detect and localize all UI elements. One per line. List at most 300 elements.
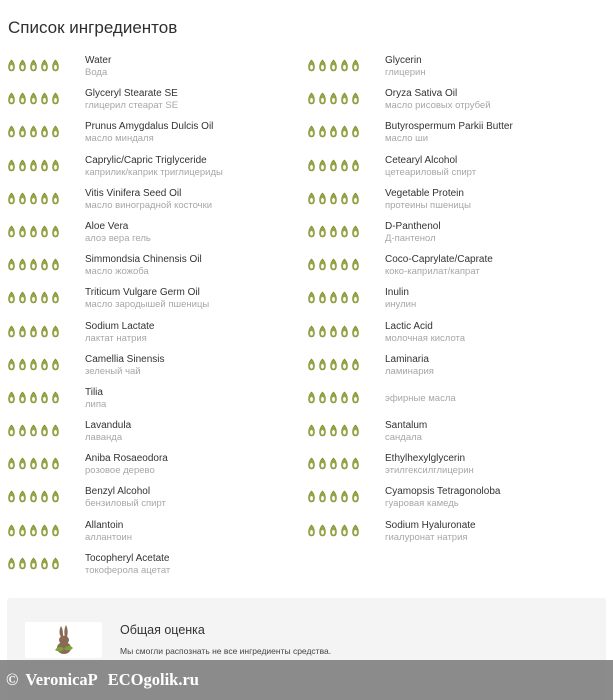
leaf-icon xyxy=(51,92,60,105)
ingredient-name-en[interactable]: Inulin xyxy=(385,287,409,299)
ingredient-name-ru: ламинария xyxy=(385,365,434,377)
ingredient-name-ru: лаванда xyxy=(85,432,123,444)
ingredient-names xyxy=(385,354,434,377)
leaf-icon xyxy=(7,291,16,304)
leaf-icon xyxy=(40,159,49,172)
ingredient-row[interactable] xyxy=(0,252,300,285)
ingredient-names xyxy=(85,520,132,543)
ingredient-name-ru: цетеариловый спирт xyxy=(385,166,477,178)
leaf-icon xyxy=(318,424,327,437)
leaf-icon xyxy=(340,125,349,138)
ingredient-name-en[interactable]: Cyamopsis Tetragonoloba xyxy=(385,486,501,498)
safety-rating xyxy=(7,457,60,470)
leaf-icon xyxy=(7,424,16,437)
ingredient-row[interactable] xyxy=(300,119,600,152)
leaf-icon xyxy=(340,92,349,105)
leaf-icon xyxy=(29,557,38,570)
leaf-icon xyxy=(351,391,360,404)
leaf-icon xyxy=(329,59,338,72)
safety-rating xyxy=(7,59,60,72)
leaf-icon xyxy=(351,258,360,271)
leaf-icon xyxy=(351,424,360,437)
leaf-icon xyxy=(340,59,349,72)
leaf-icon xyxy=(29,391,38,404)
leaf-icon xyxy=(7,258,16,271)
leaf-icon xyxy=(51,457,60,470)
leaf-icon xyxy=(51,258,60,271)
leaf-icon xyxy=(7,125,16,138)
leaf-icon xyxy=(29,291,38,304)
ingredient-name-en[interactable]: Vitis Vinifera Seed Oil xyxy=(85,187,182,199)
leaf-icon xyxy=(51,192,60,205)
watermark-site: ECOgolik.ru xyxy=(107,670,199,689)
leaf-icon xyxy=(340,291,349,304)
leaf-icon xyxy=(7,325,16,338)
ingredient-name-en[interactable]: Laminaria xyxy=(385,353,429,365)
ingredient-name-en[interactable]: Lavandula xyxy=(85,420,132,432)
leaf-icon xyxy=(7,59,16,72)
ingredient-row[interactable] xyxy=(0,518,300,551)
leaf-icon xyxy=(29,92,38,105)
leaf-icon xyxy=(18,524,27,537)
leaf-icon xyxy=(329,358,338,371)
leaf-icon xyxy=(18,457,27,470)
ingredient-names xyxy=(385,387,456,404)
leaf-icon xyxy=(351,192,360,205)
ingredient-row[interactable] xyxy=(300,153,600,186)
safety-rating xyxy=(307,192,360,205)
leaf-icon xyxy=(29,225,38,238)
ingredient-names xyxy=(385,55,426,78)
leaf-icon xyxy=(40,258,49,271)
safety-rating xyxy=(307,391,360,404)
leaf-icon xyxy=(340,358,349,371)
leaf-icon xyxy=(40,457,49,470)
ingredient-row[interactable] xyxy=(300,252,600,285)
safety-rating xyxy=(307,59,360,72)
safety-rating xyxy=(7,159,60,172)
ingredient-names xyxy=(385,188,471,211)
summary-text: Мы смогли распознать не все ингредиенты средства. xyxy=(120,646,332,656)
ingredient-name-en[interactable]: Benzyl Alcohol xyxy=(85,486,151,498)
ingredient-row[interactable] xyxy=(0,86,300,119)
leaf-icon xyxy=(18,291,27,304)
leaf-icon xyxy=(18,258,27,271)
ingredient-name-ru: Вода xyxy=(85,67,108,78)
ingredient-names xyxy=(85,121,213,144)
leaf-icon xyxy=(351,125,360,138)
safety-rating xyxy=(7,291,60,304)
leaf-icon xyxy=(329,92,338,105)
leaf-icon xyxy=(318,59,327,72)
safety-rating xyxy=(307,424,360,437)
safety-rating xyxy=(7,192,60,205)
leaf-icon xyxy=(351,159,360,172)
ingredient-name-ru: лактат натрия xyxy=(85,332,147,344)
leaf-icon xyxy=(351,325,360,338)
leaf-icon xyxy=(307,457,316,470)
ingredient-row[interactable] xyxy=(0,153,300,186)
ingredient-names xyxy=(85,420,131,443)
ingredient-row[interactable] xyxy=(0,186,300,219)
leaf-icon xyxy=(7,524,16,537)
leaf-icon xyxy=(40,92,49,105)
leaf-icon xyxy=(51,291,60,304)
ingredient-name-en[interactable]: Sodium Hyaluronate xyxy=(385,519,476,531)
ingredient-row[interactable] xyxy=(0,551,300,584)
ingredient-column-right xyxy=(300,53,600,551)
ingredient-name-ru: бензиловый спирт xyxy=(85,498,166,510)
leaf-icon xyxy=(7,557,16,570)
leaf-icon xyxy=(29,159,38,172)
leaf-icon xyxy=(351,225,360,238)
leaf-icon xyxy=(29,325,38,338)
ingredient-name-en[interactable]: Allantoin xyxy=(85,519,124,531)
ingredient-row[interactable] xyxy=(300,418,600,451)
ingredient-name-ru: инулин xyxy=(385,299,417,311)
ingredient-name-en[interactable]: Santalum xyxy=(385,420,428,432)
ingredient-row[interactable] xyxy=(300,86,600,119)
ingredient-names xyxy=(385,287,416,310)
safety-rating xyxy=(7,92,60,105)
leaf-icon xyxy=(51,524,60,537)
ingredient-row[interactable] xyxy=(300,518,600,551)
ingredient-names xyxy=(385,486,500,509)
leaf-icon xyxy=(340,225,349,238)
safety-rating xyxy=(307,225,360,238)
leaf-icon xyxy=(29,457,38,470)
leaf-icon xyxy=(307,291,316,304)
ingredient-names xyxy=(385,520,476,543)
leaf-icon xyxy=(318,490,327,503)
leaf-icon xyxy=(329,524,338,537)
ingredient-row[interactable] xyxy=(0,352,300,385)
ingredient-name-ru: алоэ вера гель xyxy=(85,232,151,244)
safety-rating xyxy=(307,258,360,271)
leaf-icon xyxy=(7,358,16,371)
leaf-icon xyxy=(7,92,16,105)
leaf-icon xyxy=(7,391,16,404)
ingredient-names xyxy=(85,88,178,111)
leaf-icon xyxy=(18,557,27,570)
leaf-icon xyxy=(351,291,360,304)
leaf-icon xyxy=(329,457,338,470)
leaf-icon xyxy=(307,391,316,404)
ingredient-names xyxy=(85,354,164,377)
ingredient-names xyxy=(85,387,106,410)
leaf-icon xyxy=(340,424,349,437)
leaf-icon xyxy=(340,325,349,338)
page-title: Список ингредиентов xyxy=(8,18,178,37)
ingredient-name-en[interactable]: Butyrospermum Parkii Butter xyxy=(385,121,513,133)
safety-rating xyxy=(7,490,60,503)
ingredient-names xyxy=(385,453,474,476)
ingredient-names xyxy=(85,188,212,211)
ingredient-name-en[interactable]: Glycerin xyxy=(385,55,422,66)
safety-rating xyxy=(307,358,360,371)
leaf-icon xyxy=(18,358,27,371)
rabbit-icon xyxy=(52,624,76,656)
safety-rating xyxy=(7,325,60,338)
leaf-icon xyxy=(29,358,38,371)
ingredient-row[interactable] xyxy=(300,186,600,219)
leaf-icon xyxy=(29,524,38,537)
leaf-icon xyxy=(51,325,60,338)
ingredient-names xyxy=(85,553,170,576)
safety-rating xyxy=(307,524,360,537)
ingredient-name-ru: масло рисовых отрубей xyxy=(385,100,491,112)
leaf-icon xyxy=(307,424,316,437)
brand-logo xyxy=(25,622,102,658)
leaf-icon xyxy=(29,125,38,138)
ingredient-names xyxy=(85,55,111,78)
ingredient-name-ru: сандала xyxy=(385,432,422,444)
leaf-icon xyxy=(51,225,60,238)
ingredient-row[interactable] xyxy=(300,385,600,418)
ingredient-row[interactable] xyxy=(300,285,600,318)
leaf-icon xyxy=(340,524,349,537)
leaf-icon xyxy=(7,159,16,172)
leaf-icon xyxy=(318,192,327,205)
leaf-icon xyxy=(51,424,60,437)
leaf-icon xyxy=(351,92,360,105)
leaf-icon xyxy=(18,59,27,72)
ingredient-row[interactable] xyxy=(300,219,600,252)
safety-rating xyxy=(307,92,360,105)
leaf-icon xyxy=(318,92,327,105)
leaf-icon xyxy=(40,358,49,371)
ingredient-name-en[interactable]: Triticum Vulgare Germ Oil xyxy=(85,287,200,299)
leaf-icon xyxy=(340,457,349,470)
watermark xyxy=(0,660,613,700)
leaf-icon xyxy=(307,524,316,537)
leaf-icon xyxy=(351,524,360,537)
safety-rating xyxy=(7,424,60,437)
ingredient-row[interactable] xyxy=(0,53,300,86)
ingredient-name-ru: протеины пшеницы xyxy=(385,199,471,211)
ingredient-name-ru: масло миндаля xyxy=(85,133,154,145)
leaf-icon xyxy=(318,457,327,470)
ingredient-row[interactable] xyxy=(0,119,300,152)
leaf-icon xyxy=(307,159,316,172)
leaf-icon xyxy=(351,358,360,371)
leaf-icon xyxy=(18,125,27,138)
ingredient-names xyxy=(85,321,155,344)
leaf-icon xyxy=(318,524,327,537)
safety-rating xyxy=(7,225,60,238)
ingredient-name-en[interactable]: Camellia Sinensis xyxy=(85,353,165,365)
leaf-icon xyxy=(51,159,60,172)
ingredient-name-en[interactable]: Tocopheryl Acetate xyxy=(85,552,170,564)
ingredient-names xyxy=(85,221,151,244)
safety-rating xyxy=(7,258,60,271)
ingredient-row[interactable] xyxy=(300,319,600,352)
safety-rating xyxy=(307,159,360,172)
ingredient-names xyxy=(385,420,427,443)
safety-rating xyxy=(307,325,360,338)
leaf-icon xyxy=(307,59,316,72)
leaf-icon xyxy=(351,490,360,503)
leaf-icon xyxy=(351,457,360,470)
leaf-icon xyxy=(318,258,327,271)
leaf-icon xyxy=(318,391,327,404)
ingredient-name-en[interactable]: Water xyxy=(85,55,112,66)
leaf-icon xyxy=(40,490,49,503)
ingredient-name-en[interactable]: D-Panthenol xyxy=(385,220,441,232)
leaf-icon xyxy=(40,391,49,404)
ingredient-name-en[interactable]: Glyceryl Stearate SE xyxy=(85,88,178,100)
ingredient-name-en[interactable]: Caprylic/Capric Triglyceride xyxy=(85,154,207,166)
leaf-icon xyxy=(307,192,316,205)
leaf-icon xyxy=(329,291,338,304)
ingredient-names xyxy=(385,321,465,344)
leaf-icon xyxy=(307,125,316,138)
leaf-icon xyxy=(7,225,16,238)
leaf-icon xyxy=(329,490,338,503)
leaf-icon xyxy=(18,159,27,172)
ingredient-name-en[interactable]: Lactic Acid xyxy=(385,320,433,332)
ingredient-names xyxy=(385,254,493,277)
ingredient-name-en[interactable]: Cetearyl Alcohol xyxy=(385,154,458,166)
ingredient-name-ru: токоферола ацетат xyxy=(85,564,171,576)
ingredient-name-ru: липа xyxy=(85,398,107,410)
ingredient-name-ru: глицерил стеарат SE xyxy=(85,100,179,112)
leaf-icon xyxy=(318,291,327,304)
leaf-icon xyxy=(7,457,16,470)
ingredient-name-en[interactable]: Tilia xyxy=(85,386,103,398)
ingredient-name-ru: зеленый чай xyxy=(85,365,141,377)
ingredient-names xyxy=(85,254,202,277)
leaf-icon xyxy=(51,490,60,503)
watermark-user: VeronicaP xyxy=(25,670,98,689)
leaf-icon xyxy=(40,59,49,72)
leaf-icon xyxy=(340,192,349,205)
ingredient-names xyxy=(85,287,209,310)
ingredient-name-en[interactable]: Coco-Caprylate/Caprate xyxy=(385,254,493,266)
ingredient-names xyxy=(385,221,441,244)
leaf-icon xyxy=(40,225,49,238)
leaf-icon xyxy=(340,258,349,271)
ingredient-row[interactable] xyxy=(0,418,300,451)
leaf-icon xyxy=(318,225,327,238)
ingredient-name-en[interactable]: Prunus Amygdalus Dulcis Oil xyxy=(85,121,214,133)
leaf-icon xyxy=(307,358,316,371)
leaf-icon xyxy=(7,490,16,503)
leaf-icon xyxy=(307,225,316,238)
ingredient-name-ru: глицерин xyxy=(385,67,426,78)
leaf-icon xyxy=(40,424,49,437)
leaf-icon xyxy=(7,192,16,205)
leaf-icon xyxy=(51,557,60,570)
ingredient-names xyxy=(385,88,491,111)
summary-title: Общая оценка xyxy=(120,623,205,637)
leaf-icon xyxy=(18,325,27,338)
ingredient-names xyxy=(385,155,476,178)
ingredient-name-ru: аллантоин xyxy=(85,531,132,543)
leaf-icon xyxy=(18,192,27,205)
ingredient-name-ru: эфирные масла xyxy=(385,392,456,404)
leaf-icon xyxy=(329,258,338,271)
leaf-icon xyxy=(318,159,327,172)
ingredient-name-ru: масло ши xyxy=(385,133,429,145)
leaf-icon xyxy=(307,325,316,338)
copyright-symbol: © xyxy=(6,670,19,689)
leaf-icon xyxy=(329,225,338,238)
ingredient-row[interactable] xyxy=(300,352,600,385)
leaf-icon xyxy=(351,59,360,72)
leaf-icon xyxy=(329,125,338,138)
leaf-icon xyxy=(329,325,338,338)
leaf-icon xyxy=(318,325,327,338)
ingredient-row[interactable] xyxy=(300,451,600,484)
leaf-icon xyxy=(40,125,49,138)
safety-rating xyxy=(7,557,60,570)
safety-rating xyxy=(307,457,360,470)
ingredient-row[interactable] xyxy=(0,385,300,418)
ingredient-column-left xyxy=(0,53,300,584)
leaf-icon xyxy=(329,424,338,437)
ingredient-row[interactable] xyxy=(0,319,300,352)
leaf-icon xyxy=(40,325,49,338)
leaf-icon xyxy=(340,490,349,503)
ingredient-name-ru: Д-пантенол xyxy=(385,232,436,244)
leaf-icon xyxy=(29,424,38,437)
leaf-icon xyxy=(29,59,38,72)
ingredient-names xyxy=(85,486,166,509)
ingredient-name-en[interactable]: Aniba Rosaeodora xyxy=(85,453,168,465)
ingredient-names xyxy=(85,453,168,476)
leaf-icon xyxy=(51,59,60,72)
ingredient-name-en[interactable]: Vegetable Protein xyxy=(385,187,464,199)
leaf-icon xyxy=(29,192,38,205)
ingredient-name-ru: масло виноградной косточки xyxy=(85,199,213,211)
ingredient-name-ru: гиалуронат натрия xyxy=(385,531,468,543)
leaf-icon xyxy=(329,159,338,172)
ingredient-name-ru: масло зародышей пшеницы xyxy=(85,299,210,311)
ingredient-row[interactable] xyxy=(300,53,600,86)
ingredient-name-en[interactable]: Simmondsia Chinensis Oil xyxy=(85,254,202,266)
leaf-icon xyxy=(329,391,338,404)
safety-rating xyxy=(7,391,60,404)
ingredient-name-en[interactable]: Aloe Vera xyxy=(85,220,129,232)
leaf-icon xyxy=(340,391,349,404)
ingredient-name-ru: коко-каприлат/капрат xyxy=(385,266,480,278)
leaf-icon xyxy=(307,490,316,503)
ingredient-name-en[interactable]: Ethylhexylglycerin xyxy=(385,453,466,465)
leaf-icon xyxy=(18,391,27,404)
ingredient-row[interactable] xyxy=(0,451,300,484)
ingredient-row[interactable] xyxy=(0,219,300,252)
leaf-icon xyxy=(29,490,38,503)
ingredient-row[interactable] xyxy=(300,484,600,517)
ingredient-name-ru: гуаровая камедь xyxy=(385,498,459,510)
safety-rating xyxy=(307,490,360,503)
leaf-icon xyxy=(40,557,49,570)
ingredient-name-en[interactable]: Sodium Lactate xyxy=(85,320,155,332)
leaf-icon xyxy=(340,159,349,172)
leaf-icon xyxy=(40,192,49,205)
leaf-icon xyxy=(29,258,38,271)
leaf-icon xyxy=(318,358,327,371)
safety-rating xyxy=(7,358,60,371)
ingredient-name-ru: молочная кислота xyxy=(385,332,466,344)
leaf-icon xyxy=(18,92,27,105)
ingredient-row[interactable] xyxy=(0,484,300,517)
ingredient-row[interactable] xyxy=(0,285,300,318)
ingredient-name-ru: каприлик/каприк триглицериды xyxy=(85,166,223,178)
leaf-icon xyxy=(18,424,27,437)
ingredient-name-en[interactable]: Oryza Sativa Oil xyxy=(385,88,458,100)
